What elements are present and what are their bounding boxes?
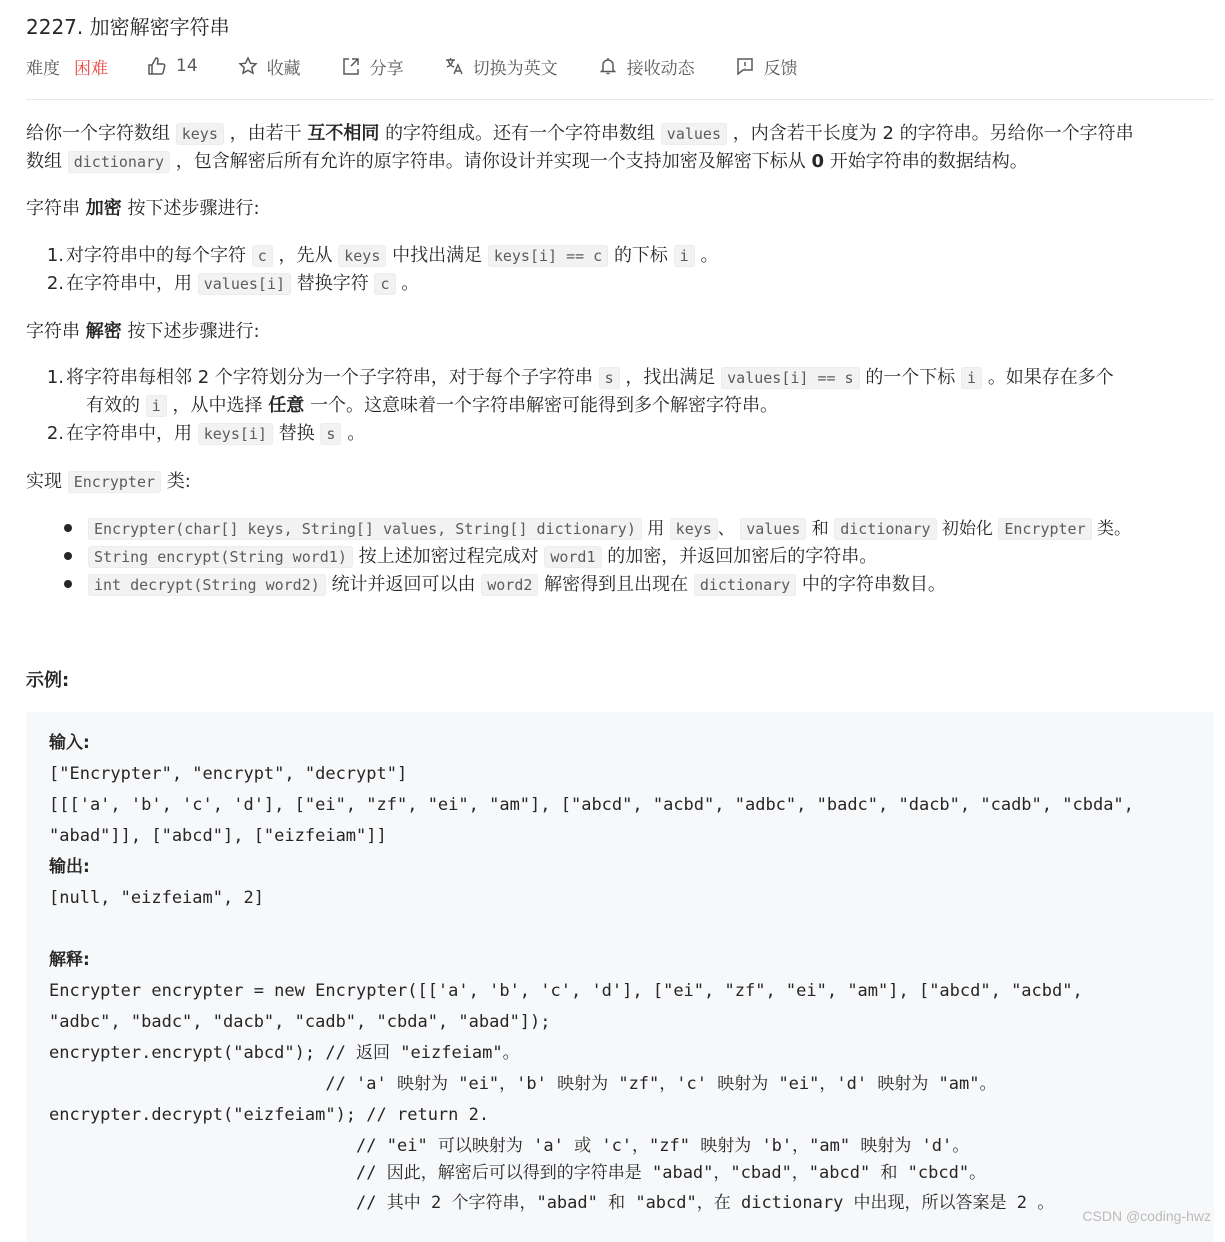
code-inline: values[i] (198, 273, 291, 295)
method-decrypt (88, 571, 946, 599)
desc-text: 在字符串中，用 (66, 423, 192, 444)
code-inline: keys[i] == c (488, 245, 608, 267)
desc-text: 按上述加密过程完成对 (358, 546, 539, 567)
favorite-button[interactable] (238, 54, 301, 79)
code-line: [null, "eizfeiam", 2] (49, 888, 264, 908)
code-dictionary: dictionary (68, 151, 170, 173)
code-line: [[['a', 'b', 'c', 'd'], ["ei", "zf", "ei", "am"], ["abcd", "acbd", "adbc", "badc", "dacb", "cadb", "cbda", (49, 795, 1134, 815)
decrypt-step-2 (4, 420, 365, 448)
difficulty-label: 难度 (26, 58, 60, 79)
favorite-label: 收藏 (266, 58, 301, 79)
code-inline: Encrypter (998, 518, 1091, 540)
problem-title: 2227. 加密解密字符串 (26, 15, 230, 39)
problem-meta-bar (26, 52, 838, 80)
translate-icon (444, 56, 464, 76)
code-signature: Encrypter(char[] keys, String[] values, String[] dictionary) (88, 518, 642, 540)
method-encrypt (88, 543, 877, 571)
bullet-dot (64, 552, 72, 560)
difficulty-value: 困难 (74, 58, 108, 79)
decrypt-step-1-cont (86, 392, 778, 420)
like-count: 14 (176, 56, 198, 76)
desc-text: 。 (700, 245, 719, 266)
desc-text: ，包含解密后所有允许的原字符串。请你设计并实现一个支持加密及解密下标从 (175, 151, 806, 172)
code-line: ["Encrypter", "encrypt", "decrypt"] (49, 764, 408, 784)
thumbs-up-icon (147, 56, 167, 76)
desc-text: 按下述步骤进行: (127, 321, 260, 342)
share-icon (341, 56, 361, 76)
desc-text: ，内含若干长度为 2 的字符串。另给你一个字符串 (732, 123, 1134, 144)
desc-text: 将字符串每相邻 2 个字符划分为一个子字符串，对于每个子字符串 (66, 367, 593, 388)
desc-text: 类。 (1097, 519, 1132, 539)
header-divider (26, 99, 1214, 100)
code-line: Encrypter encrypter = new Encrypter([['a', 'b', 'c', 'd'], ["ei", "zf", "ei", "am"], ["abcd", "acbd", (49, 981, 1083, 1001)
share-button[interactable] (341, 54, 404, 79)
desc-bold: 任意 (268, 395, 305, 416)
desc-text: 。如果存在多个 (987, 367, 1114, 388)
list-number: 2. (46, 273, 64, 294)
input-label: 输入: (49, 733, 90, 753)
desc-text: 用 (647, 519, 665, 539)
encrypt-step-2 (4, 270, 419, 298)
switch-language-button[interactable] (444, 54, 558, 79)
code-inline: s (320, 423, 341, 445)
share-label: 分享 (369, 58, 404, 79)
desc-text: ，找出满足 (625, 367, 716, 388)
desc-text: 的下标 (613, 245, 668, 266)
method-constructor (88, 515, 1131, 543)
desc-bold: 互不相同 (307, 123, 380, 144)
desc-text: 字符串 (26, 198, 80, 219)
desc-text: 、 (717, 519, 735, 539)
code-line: encrypter.decrypt("eizfeiam"); // return 2. (49, 1105, 490, 1125)
feedback-icon (735, 56, 755, 76)
subscribe-button[interactable] (598, 54, 695, 79)
desc-text: 给你一个字符数组 (26, 123, 170, 144)
switch-language-label: 切换为英文 (472, 58, 558, 79)
feedback-button[interactable] (735, 54, 798, 79)
code-inline: Encrypter (68, 471, 161, 493)
desc-text: 在字符串中，用 (66, 273, 192, 294)
code-inline: values[i] == s (721, 367, 859, 389)
desc-bold: 解密 (85, 321, 122, 342)
desc-text: 替换字符 (296, 273, 369, 294)
encrypt-step-1 (4, 242, 718, 270)
desc-text: 类: (166, 471, 191, 492)
code-inline: word2 (481, 574, 538, 596)
code-line: // "ei" 可以映射为 'a' 或 'c'，"zf" 映射为 'b'，"am" 映射为 'd'。 (49, 1136, 970, 1156)
code-inline: keys[i] (198, 423, 273, 445)
code-keys: keys (176, 123, 224, 145)
desc-text: 和 (811, 519, 829, 539)
bullet-dot (64, 580, 72, 588)
desc-text: 数组 (26, 151, 62, 172)
code-line: "abad"]], ["abcd"], ["eizfeiam"]] (49, 826, 387, 846)
output-label: 输出: (49, 857, 90, 877)
desc-text: ，由若干 (229, 123, 302, 144)
code-inline: dictionary (694, 574, 796, 596)
code-line: "adbc", "badc", "dacb", "cadb", "cbda", "abad"]); (49, 1012, 551, 1032)
implement-heading (26, 468, 191, 496)
desc-text: ，从中选择 (172, 395, 263, 416)
code-inline: dictionary (834, 518, 936, 540)
desc-paragraph-1b (26, 148, 1028, 176)
list-number: 2. (46, 423, 64, 444)
desc-text: 一个。这意味着一个字符串解密可能得到多个解密字符串。 (309, 395, 778, 416)
code-inline: i (961, 367, 982, 389)
bell-icon (598, 56, 618, 76)
code-inline: c (252, 245, 273, 267)
desc-text: 中的字符串数目。 (801, 574, 946, 595)
code-line: encrypter.encrypt("abcd"); // 返回 "eizfeiam"。 (49, 1043, 520, 1063)
code-inline: values (740, 518, 806, 540)
code-inline: word1 (544, 546, 601, 568)
encrypt-heading (26, 195, 260, 223)
desc-text: 解密得到且出现在 (544, 574, 689, 595)
desc-text: ，先从 (278, 245, 333, 266)
example-code-block (26, 712, 1214, 1242)
code-inline: s (599, 367, 620, 389)
star-icon (238, 56, 258, 76)
code-values: values (661, 123, 727, 145)
desc-text: 字符串 (26, 321, 80, 342)
code-inline: i (146, 395, 167, 417)
watermark: CSDN @coding-hwz (1082, 1208, 1211, 1224)
desc-paragraph-1 (26, 120, 1134, 148)
code-signature: String encrypt(String word1) (88, 546, 353, 568)
desc-text: 统计并返回可以由 (331, 574, 476, 595)
decrypt-heading (26, 318, 260, 346)
desc-text: 按下述步骤进行: (127, 198, 260, 219)
list-number: 1. (46, 367, 64, 388)
subscribe-label: 接收动态 (626, 58, 695, 79)
desc-text: 的字符组成。还有一个字符串数组 (385, 123, 656, 144)
desc-bold: 加密 (85, 198, 122, 219)
example-heading: 示例: (26, 670, 70, 691)
desc-text: 开始字符串的数据结构。 (829, 151, 1028, 172)
list-number: 1. (46, 245, 64, 266)
desc-text: 。 (347, 423, 366, 444)
desc-text: 替换 (278, 423, 315, 444)
code-inline: i (674, 245, 695, 267)
feedback-label: 反馈 (763, 58, 798, 79)
code-line: // 因此，解密后可以得到的字符串是 "abad"，"cbad"，"abcd" 和 "cbcd"。 (49, 1163, 987, 1183)
desc-text: 实现 (26, 471, 62, 492)
explain-label: 解释: (49, 950, 90, 970)
desc-text: 。 (401, 273, 420, 294)
desc-text: 的一个下标 (865, 367, 956, 388)
code-signature: int decrypt(String word2) (88, 574, 326, 596)
desc-bold: 0 (811, 151, 825, 172)
code-inline: keys (338, 245, 386, 267)
desc-text: 的加密，并返回加密后的字符串。 (607, 546, 878, 567)
bullet-dot (64, 524, 72, 532)
desc-text: 对字符串中的每个字符 (66, 245, 246, 266)
code-line: // 'a' 映射为 "ei"，'b' 映射为 "zf"，'c' 映射为 "ei"，'d' 映射为 "am"。 (49, 1074, 997, 1094)
decrypt-step-1 (4, 364, 1114, 392)
code-line: // 其中 2 个字符串，"abad" 和 "abcd"，在 dictionary 中出现，所以答案是 2 。 (49, 1193, 1055, 1213)
code-inline: keys (670, 518, 718, 540)
like-button[interactable] (147, 56, 198, 76)
desc-text: 中找出满足 (392, 245, 483, 266)
desc-text: 初始化 (941, 519, 993, 539)
code-inline: c (374, 273, 395, 295)
desc-text: 有效的 (86, 395, 140, 416)
